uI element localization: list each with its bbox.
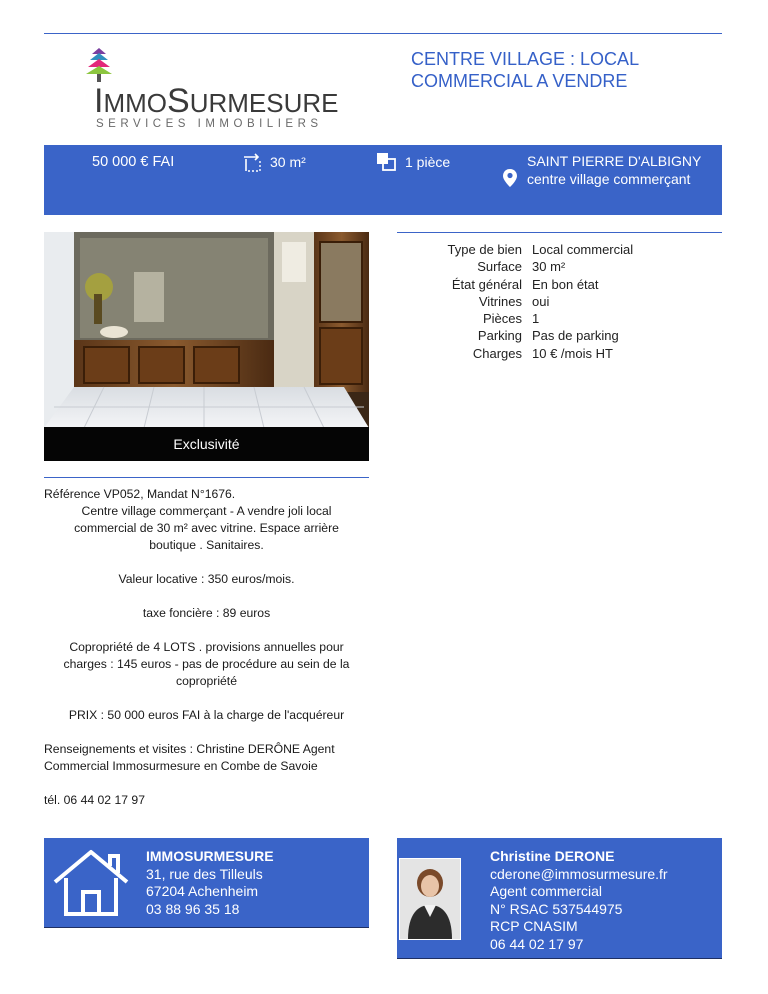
summary-band <box>44 145 722 215</box>
listing-title <box>411 48 711 92</box>
rooms: 1 pièce <box>405 154 451 170</box>
agency-info <box>146 848 274 918</box>
spec-row <box>398 258 633 275</box>
property-tax: taxe foncière : 89 euros <box>142 606 271 620</box>
location-pin-icon <box>502 168 518 188</box>
agency-name: IMMOSURMESURE <box>146 848 274 864</box>
property-photo-image <box>44 232 369 428</box>
contact-info: Renseignements et visites : Christine DERÔNE Agent Commercial Immosurmesure en Combe de Savoie <box>44 742 335 773</box>
property-photo <box>44 232 369 428</box>
spec-label: Charges <box>472 345 522 361</box>
spec-row <box>398 241 633 258</box>
specs-table <box>398 241 633 362</box>
spec-value: Local commercial <box>532 242 634 257</box>
agency-card <box>44 838 369 928</box>
house-icon <box>52 848 130 916</box>
logo-tree-icon <box>86 46 116 84</box>
spec-label: État général <box>451 276 522 292</box>
phone: tél. 06 44 02 17 97 <box>44 793 145 807</box>
surface: 30 m² <box>270 154 306 170</box>
spec-row <box>398 345 633 362</box>
spec-label: Parking <box>477 328 522 344</box>
top-divider <box>44 33 722 34</box>
spec-value: oui <box>532 293 550 309</box>
spec-value: 10 € /mois HT <box>532 345 613 361</box>
rooms-icon <box>376 152 398 172</box>
avatar <box>399 858 461 940</box>
spec-value: En bon état <box>532 276 599 292</box>
logo-wordmark: IMMOSURMESURE <box>94 82 339 120</box>
spec-value: 30 m² <box>532 259 566 275</box>
agent-photo <box>400 859 460 939</box>
spec-label: Surface <box>477 259 522 275</box>
exclusivity-badge: Exclusivité <box>44 427 369 461</box>
agent-info <box>490 848 668 953</box>
surface-icon <box>242 153 262 173</box>
description-divider <box>44 477 369 478</box>
spec-value: Pas de parking <box>532 328 619 344</box>
agent-role: Agent commercial <box>490 883 603 899</box>
spec-row <box>398 293 633 310</box>
agency-phone[interactable]: 03 88 96 35 18 <box>146 900 240 917</box>
logo <box>84 46 339 136</box>
agent-email[interactable]: cderone@immosurmesure.fr <box>490 865 668 882</box>
agency-street: 31, rue des Tilleuls <box>146 865 263 882</box>
listing-title-line1: CENTRE VILLAGE : LOCAL <box>411 49 640 69</box>
specs-divider <box>397 232 722 233</box>
agency-card-underline <box>44 927 369 928</box>
listing-title-line2: COMMERCIAL A VENDRE <box>411 71 628 91</box>
price-note: PRIX : 50 000 euros FAI à la charge de l'acquéreur <box>68 708 345 722</box>
agent-rsac: N° RSAC 537544975 <box>490 900 623 917</box>
spec-value: 1 <box>532 311 540 327</box>
spec-label: Pièces <box>482 311 522 327</box>
agency-city: 67204 Achenheim <box>146 883 259 899</box>
spec-row <box>398 327 633 344</box>
description-intro: Centre village commerçant - A vendre joli local commercial de 30 m² avec vitrine. Espace arrière boutique . Sanitaires. <box>74 504 339 552</box>
spec-row <box>398 310 633 327</box>
price: 50 000 € FAI <box>92 154 175 170</box>
agent-name: Christine DERONE <box>490 848 615 864</box>
description <box>44 486 369 809</box>
rental-value: Valeur locative : 350 euros/mois. <box>118 572 295 586</box>
agent-card-underline <box>397 958 722 959</box>
agent-phone[interactable]: 06 44 02 17 97 <box>490 935 584 952</box>
logo-tagline: SERVICES IMMOBILIERS <box>96 118 323 130</box>
spec-row <box>398 276 633 293</box>
spec-label: Vitrines <box>478 293 522 309</box>
copropriete: Copropriété de 4 LOTS . provisions annuelles pour charges : 145 euros - pas de procédure au sein de la copropriété <box>63 640 350 688</box>
agent-rcp: RCP CNASIM <box>490 918 578 934</box>
reference: Référence VP052, Mandat N°1676. <box>44 487 236 501</box>
spec-label: Type de bien <box>447 242 522 257</box>
location: SAINT PIERRE D'ALBIGNY centre village commerçant <box>527 153 702 187</box>
agent-card <box>397 838 722 958</box>
